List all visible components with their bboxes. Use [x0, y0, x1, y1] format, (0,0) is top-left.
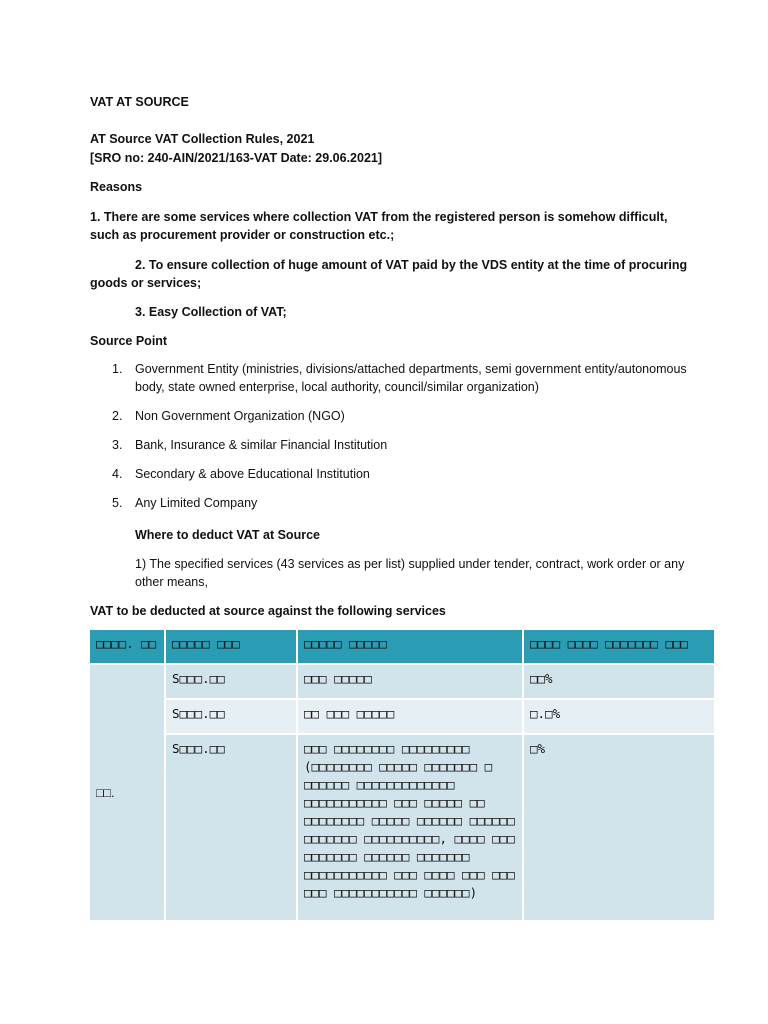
reason-1: 1. There are some services where collection VAT from the registered person is somehow difficult, such as procurement provider or construction etc.; [90, 210, 668, 242]
source-point-list [90, 360, 690, 523]
list-number: 4. [112, 467, 123, 481]
reason-3: 3. Easy Collection of VAT; [135, 305, 287, 319]
list-text: Bank, Insurance & similar Financial Institution [135, 438, 388, 452]
column-header: □□□□□ □□□□□ [298, 630, 524, 665]
vat-rate-cell: □□% [524, 665, 716, 700]
table-row [90, 735, 716, 922]
where-heading: Where to deduct VAT at Source [135, 528, 320, 542]
table-row [90, 700, 716, 735]
list-text: Government Entity (ministries, divisions/attached departments, semi government entity/autonomous body, state owned enterprise, local authority, council/similar organization) [135, 362, 687, 394]
list-number: 1. [112, 362, 123, 376]
where-text: 1) The specified services (43 services as per list) supplied under tender, contract, work order or any other means, [135, 557, 685, 589]
list-item [90, 436, 690, 454]
list-number: 5. [112, 496, 123, 510]
list-text: Any Limited Company [135, 496, 258, 510]
list-item [90, 465, 690, 483]
reason-2: 2. To ensure collection of huge amount of VAT paid by the VDS entity at the time of procuring goods or services; [90, 258, 688, 290]
table-header-row [90, 630, 716, 665]
list-item [90, 494, 690, 512]
list-text: Secondary & above Educational Institution [135, 467, 370, 481]
service-code-cell: S□□□.□□ [166, 665, 298, 700]
vat-services-table [90, 630, 716, 922]
column-header: □□□□. □□ [90, 630, 166, 665]
service-name-cell: □□□ □□□□□□□□ □□□□□□□□□ (□□□□□□□□ □□□□□ □□□□□□□ □ □□□□□□ □□□□□□□□□□□□□ □□□□□□□□□□□ □□□ □□□□□ □□ □□□□□□□□ □□□□□ □□□□□□ □□□□□□ □□□□□□□ □□□□□□□□□□, □□□□ □□□ □□□□□□□ □□□□□□ □□□□□□□ □□□□□□□□□□□ □□□ □□□□ □□□ □□□ □□□ □□□□□□□□□□□ □□□□□□) [298, 735, 524, 922]
service-code-cell: S□□□.□□ [166, 700, 298, 735]
vat-rate-cell: □.□% [524, 700, 716, 735]
list-item [90, 407, 690, 425]
list-item [90, 360, 690, 396]
column-header: □□□□□ □□□ [166, 630, 298, 665]
service-name-cell: □□ □□□ □□□□□ [298, 700, 524, 735]
list-number: 3. [112, 438, 123, 452]
column-header: □□□□ □□□□ □□□□□□□ □□□ [524, 630, 716, 665]
list-text: Non Government Organization (NGO) [135, 409, 345, 423]
sro-reference: [SRO no: 240-AIN/2021/163-VAT Date: 29.06.2021] [90, 151, 383, 165]
service-name-cell: □□□ □□□□□ [298, 665, 524, 700]
table-heading: VAT to be deducted at source against the following services [90, 604, 446, 618]
source-point-heading: Source Point [90, 334, 168, 348]
list-number: 2. [112, 409, 123, 423]
reasons-heading: Reasons [90, 180, 143, 194]
vat-rate-cell: □% [524, 735, 716, 922]
group-label-cell: □□. [90, 665, 166, 922]
rules-title: AT Source VAT Collection Rules, 2021 [90, 132, 315, 146]
service-code-cell: S□□□.□□ [166, 735, 298, 922]
doc-title: VAT AT SOURCE [90, 95, 189, 109]
table-row [90, 665, 716, 700]
